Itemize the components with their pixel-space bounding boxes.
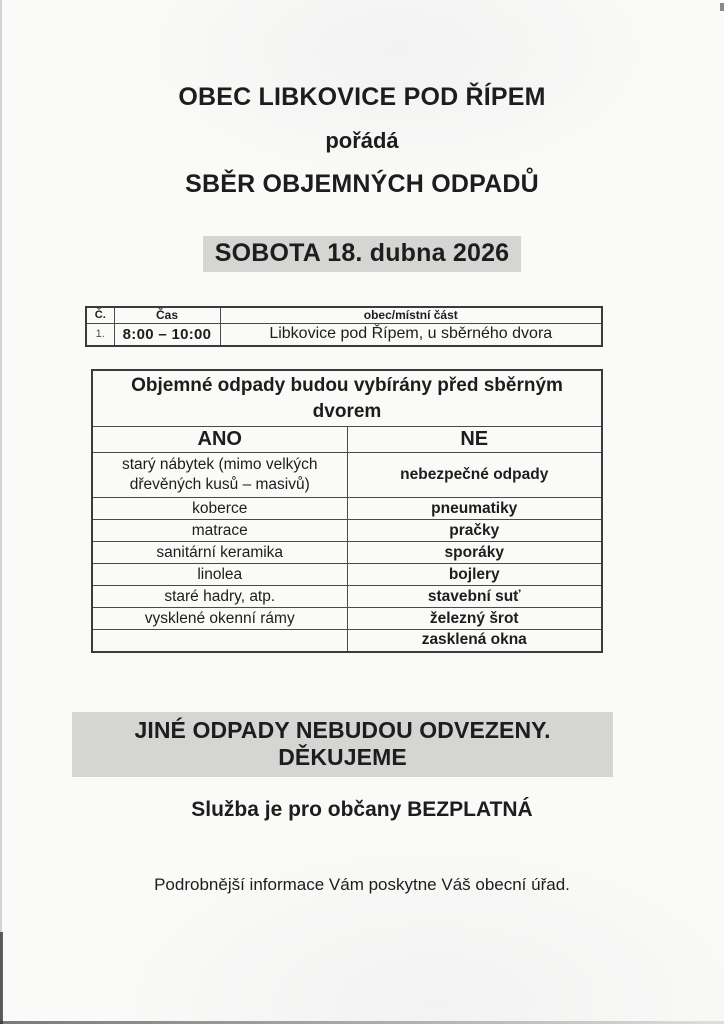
item-rejected: nebezpečné odpady [347, 453, 602, 498]
item-rejected: zasklená okna [347, 630, 602, 652]
items-row [92, 498, 602, 520]
items-row [92, 630, 602, 652]
schedule-header-time: Čas [114, 307, 220, 323]
scan-speck [720, 3, 724, 11]
schedule-cell-time: 8:00 – 10:00 [114, 323, 220, 346]
free-service-line: Služba je pro občany BEZPLATNÁ [191, 798, 533, 821]
event-title: SBĚR OBJEMNÝCH ODPADŮ [185, 170, 539, 198]
items-table [91, 369, 603, 653]
item-accepted: sanitární keramika [92, 542, 347, 564]
items-row [92, 586, 602, 608]
items-header-no: NE [347, 427, 602, 453]
item-rejected: bojlery [347, 564, 602, 586]
items-table-body [92, 453, 602, 652]
scan-edge-left-dark [0, 932, 3, 1024]
items-row [92, 564, 602, 586]
warning-highlight: JINÉ ODPADY NEBUDOU ODVEZENY. DĚKUJEME [72, 712, 613, 777]
items-column-header-row [92, 427, 602, 453]
item-rejected: stavební suť [347, 586, 602, 608]
schedule-table-head [86, 307, 602, 323]
items-table-title: Objemné odpady budou vybírány před sběrným dvorem [92, 370, 602, 427]
items-row [92, 542, 602, 564]
items-title-row [92, 370, 602, 427]
items-header-yes: ANO [92, 427, 347, 453]
item-accepted: linolea [92, 564, 347, 586]
item-accepted: staré hadry, atp. [92, 586, 347, 608]
event-date-row [0, 236, 724, 272]
schedule-header-place: obec/místní část [220, 307, 602, 323]
item-accepted: vysklené okenní rámy [92, 608, 347, 630]
municipality-title: OBEC LIBKOVICE POD ŘÍPEM [178, 83, 546, 111]
schedule-table [85, 306, 603, 347]
schedule-cell-number: 1. [86, 323, 114, 346]
items-row [92, 520, 602, 542]
item-accepted: matrace [92, 520, 347, 542]
item-accepted [92, 630, 347, 652]
item-accepted: starý nábytek (mimo velkých dřevěných kusů – masivů) [92, 453, 347, 498]
schedule-table-body [86, 323, 602, 346]
item-rejected: sporáky [347, 542, 602, 564]
warning-row [72, 712, 613, 777]
items-row [92, 453, 602, 498]
schedule-header-row [86, 307, 602, 323]
item-rejected: železný šrot [347, 608, 602, 630]
schedule-header-number: Č. [86, 307, 114, 323]
info-line: Podrobnější informace Vám poskytne Váš obecní úřad. [154, 875, 570, 894]
schedule-row [86, 323, 602, 346]
item-rejected: pneumatiky [347, 498, 602, 520]
item-accepted: koberce [92, 498, 347, 520]
organizes-subtitle: pořádá [325, 128, 399, 153]
scan-edge-left [0, 0, 2, 1024]
items-table-head [92, 370, 602, 453]
schedule-cell-place: Libkovice pod Řípem, u sběrného dvora [220, 323, 602, 346]
event-date-highlight: SOBOTA 18. dubna 2026 [203, 236, 522, 272]
item-rejected: pračky [347, 520, 602, 542]
items-row [92, 608, 602, 630]
